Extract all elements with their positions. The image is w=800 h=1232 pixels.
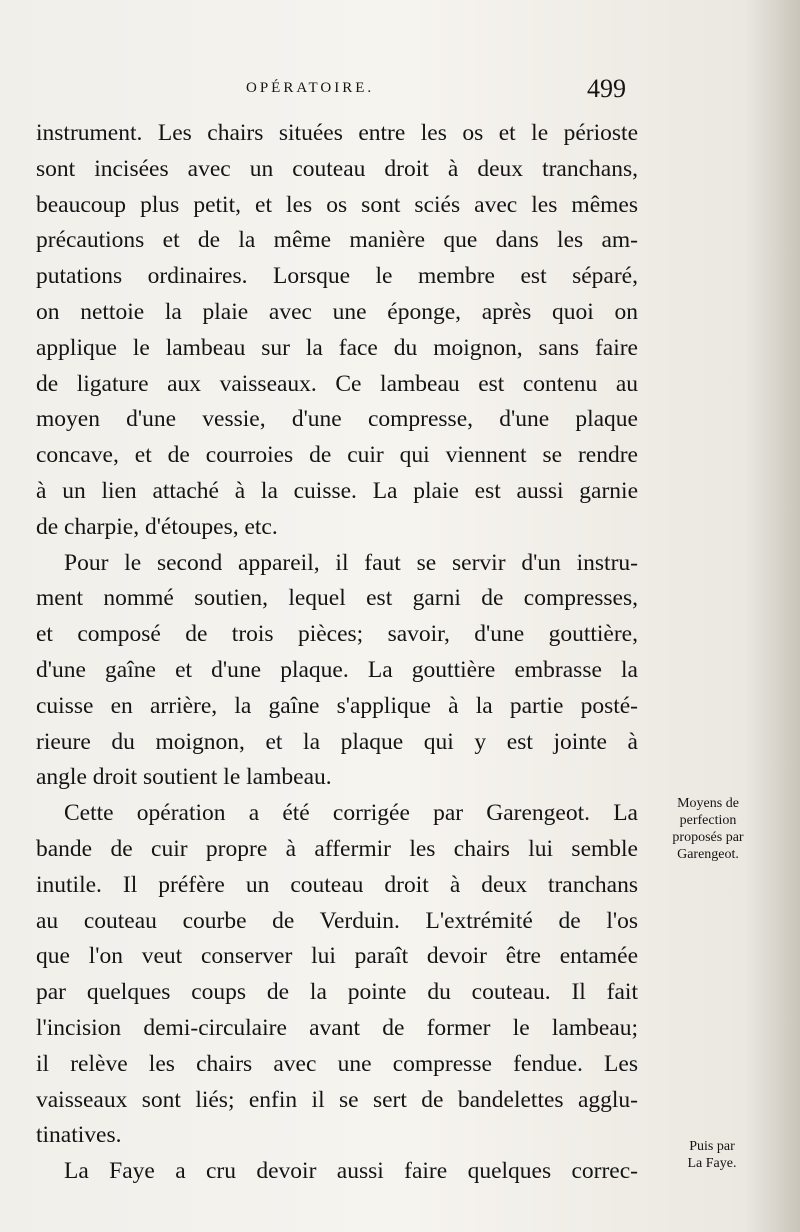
margin-note-line: proposés par (672, 830, 744, 845)
margin-note-line: Puis par (689, 1139, 735, 1154)
text-line: au couteau courbe de Verduin. L'extrémité de l'os (36, 907, 638, 934)
text-line: et composé de trois pièces; savoir, d'une gouttière, (36, 621, 638, 648)
text-line: cuisse en arrière, la gaîne s'applique à la partie posté- (36, 692, 638, 719)
text-line: l'incision demi-circulaire avant de former le lambeau; (36, 1014, 638, 1041)
margin-note-line: La Faye. (687, 1156, 737, 1171)
text-line: La Faye a cru devoir aussi faire quelques correc- (64, 1158, 638, 1185)
text-line: tinatives. (36, 1122, 122, 1149)
text-line: rieure du moignon, et la plaque qui y est jointe à (36, 728, 638, 755)
text-line: d'une gaîne et d'une plaque. La gouttière embrasse la (36, 656, 638, 683)
text-line: vaisseaux sont liés; enfin il se sert de bandelettes agglu- (36, 1086, 638, 1113)
margin-note-line: perfection (679, 813, 737, 828)
page-number: 499 (587, 74, 626, 103)
text-line: instrument. Les chairs situées entre les os et le périoste (36, 120, 638, 146)
text-line: ment nommé soutien, lequel est garni de compresses, (36, 585, 638, 612)
text-line: putations ordinaires. Lorsque le membre est séparé, (36, 263, 638, 290)
running-title: OPÉRATOIRE. (246, 80, 375, 96)
text-line: Cette opération a été corrigée par Garengeot. La (64, 800, 638, 827)
text-line: on nettoie la plaie avec une éponge, après quoi on (36, 298, 638, 325)
text-line: bande de cuir propre à affermir les chairs lui semble (36, 835, 638, 862)
text-line: de ligature aux vaisseaux. Ce lambeau est contenu au (36, 370, 638, 397)
page-header (36, 74, 636, 110)
text-line: inutile. Il préfère un couteau droit à deux tranchans (36, 871, 638, 898)
text-line: que l'on veut conserver lui paraît devoir être entamée (36, 943, 638, 970)
text-line: il relève les chairs avec une compresse fendue. Les (36, 1050, 638, 1077)
margin-note-line: Moyens de (677, 796, 739, 811)
text-line: concave, et de courroies de cuir qui viennent se rendre (36, 442, 638, 469)
text-line: sont incisées avec un couteau droit à deux tranchans, (36, 155, 638, 182)
body-text (36, 116, 638, 1190)
text-line: applique le lambeau sur la face du moignon, sans faire (36, 334, 638, 361)
text-line: à un lien attaché à la cuisse. La plaie est aussi garnie (36, 477, 638, 504)
text-line: précautions et de la même manière que dans les am- (36, 227, 638, 254)
text-line: beaucoup plus petit, et les os sont sciés avec les mêmes (36, 191, 638, 218)
text-line: de charpie, d'étoupes, etc. (36, 513, 278, 540)
margin-note-garengeot (656, 795, 760, 863)
margin-note-line: Garengeot. (677, 847, 739, 862)
text-line: Pour le second appareil, il faut se servir d'un instru- (64, 549, 638, 576)
text-line: par quelques coups de la pointe du couteau. Il fait (36, 979, 638, 1006)
text-line: moyen d'une vessie, d'une compresse, d'une plaque (36, 406, 638, 433)
margin-note-la-faye (672, 1138, 752, 1172)
text-line: angle droit soutient le lambeau. (36, 764, 332, 791)
